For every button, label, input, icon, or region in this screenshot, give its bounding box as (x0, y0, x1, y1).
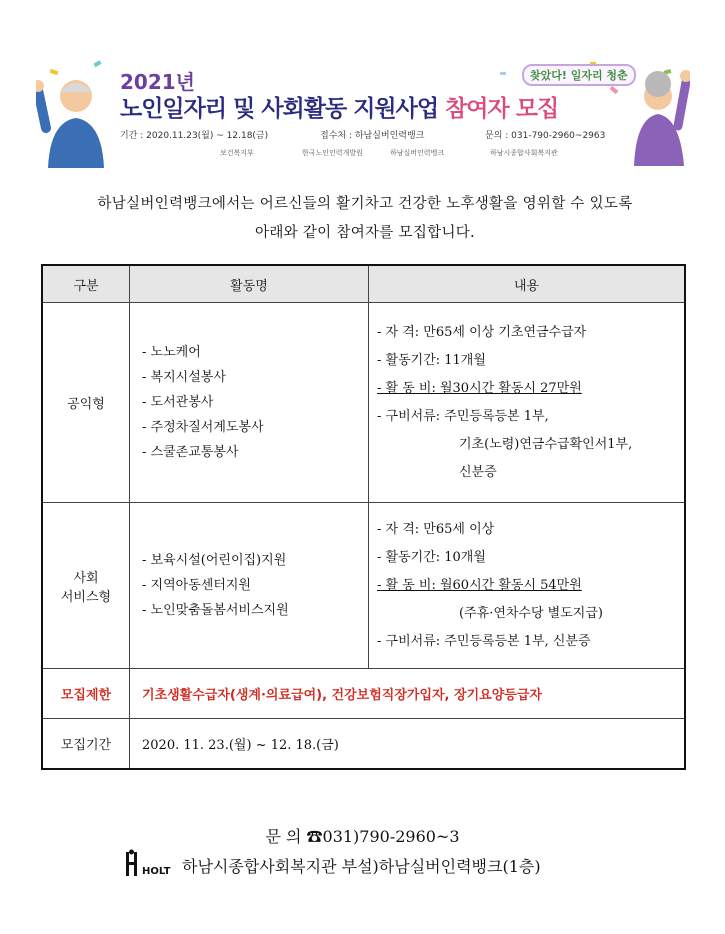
table-row-public (42, 303, 685, 503)
detail-period: - 활동기간: 10개월 (377, 549, 486, 565)
period-label: 모집기간 (42, 719, 130, 769)
elderly-woman-illustration (628, 62, 690, 166)
category-social-line2: 서비스형 (60, 589, 112, 605)
detail-documents: - 구비서류: 주민등록등본 1부, (377, 408, 549, 424)
intro-text (40, 190, 690, 248)
detail-documents-cont: 신분증 (459, 464, 497, 480)
table-header-row (42, 265, 685, 303)
restriction-label: 모집제한 (42, 669, 130, 719)
list-item: - 주정차질서계도봉사 (142, 420, 264, 435)
detail-pay-note: (주휴·연차수당 별도지급) (459, 605, 603, 621)
header-activity: 활동명 (130, 265, 369, 303)
logo-silverbank: 하남실버인력뱅크 (390, 149, 445, 157)
banner-reception: 접수처 : 하남실버인력뱅크 (320, 131, 425, 141)
banner-title-highlight: 참여자 모집 (445, 96, 559, 122)
detail-period: - 활동기간: 11개월 (377, 352, 486, 368)
period-text: 2020. 11. 23.(월) ~ 12. 18.(금) (130, 719, 686, 769)
list-item: - 복지시설봉사 (142, 370, 226, 385)
list-item: - 노노케어 (142, 345, 201, 360)
list-item: - 노인맞춤돌봄서비스지원 (142, 603, 289, 618)
banner (30, 58, 690, 166)
banner-inquiry: 문의 : 031-790-2960~2963 (485, 131, 606, 141)
elderly-man-illustration (36, 68, 114, 168)
detail-qualification: - 자 격: 만65세 이상 (377, 521, 495, 537)
list-item: - 도서관봉사 (142, 395, 214, 410)
holt-logo-text: HOLT (142, 866, 171, 877)
activity-list-social (130, 503, 369, 669)
list-item: - 스쿨존교통봉사 (142, 445, 239, 460)
details-social (369, 503, 686, 669)
banner-period: 기간 : 2020.11.23(월) ~ 12.18(금) (120, 131, 269, 141)
category-social-line1: 사회 (73, 570, 99, 586)
table-row-period (42, 719, 685, 769)
category-social (42, 503, 130, 669)
recruitment-table (41, 264, 686, 770)
banner-year: 2021년 (120, 70, 195, 94)
detail-documents: - 구비서류: 주민등록등본 1부, 신분증 (377, 633, 591, 649)
banner-title (120, 90, 558, 123)
detail-qualification: - 자 격: 만65세 이상 기초연금수급자 (377, 324, 587, 340)
list-item: - 지역아동센터지원 (142, 578, 251, 593)
banner-title-main: 노인일자리 및 사회활동 지원사업 (120, 96, 439, 122)
detail-pay: - 활 동 비: 월60시간 활동시 54만원 (377, 577, 582, 593)
logo-welfare-center: 하남시종합사회복지관 (490, 149, 558, 157)
details-public (369, 303, 686, 503)
restriction-text: 기초생활수급자(생계·의료급여), 건강보험직장가입자, 장기요양등급자 (130, 669, 686, 719)
banner-tag: 찾았다! 일자리 청춘 (522, 64, 636, 86)
table-row-restriction (42, 669, 685, 719)
logo-kordi: 한국노인인력개발원 (302, 149, 363, 157)
header-category: 구분 (42, 265, 130, 303)
activity-list-public (130, 303, 369, 503)
category-public: 공익형 (42, 303, 130, 503)
detail-documents-cont: 기초(노령)연금수급확인서1부, (459, 436, 633, 452)
logo-ministry: 보건복지부 (220, 149, 254, 157)
list-item: - 보육시설(어린이집)지원 (142, 553, 287, 568)
holt-logo (122, 848, 178, 884)
footer-organization: 하남시종합사회복지관 부설)하남실버인력뱅크(1층) (182, 857, 541, 876)
footer-inquiry: 문 의 ☎031)790-2960~3 (265, 827, 460, 846)
detail-pay: - 활 동 비: 월30시간 활동시 27만원 (377, 380, 582, 396)
table-row-social (42, 503, 685, 669)
header-content: 내용 (369, 265, 686, 303)
intro-line-1: 하남실버인력뱅크에서는 어르신들의 활기차고 건강한 노후생활을 영위할 수 있도록 (97, 196, 633, 212)
intro-line-2: 아래와 같이 참여자를 모집합니다. (255, 225, 475, 241)
